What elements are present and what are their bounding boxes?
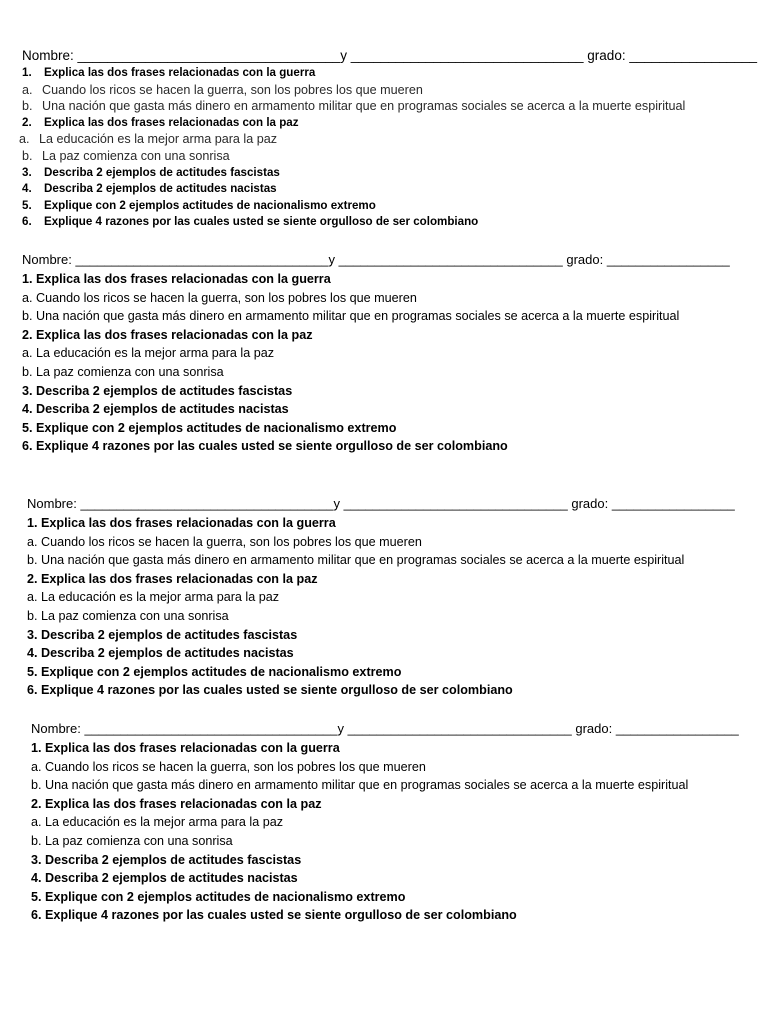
question-1: 1. Explica las dos frases relacionadas con la guerra <box>22 272 331 286</box>
question-2: 2. Explica las dos frases relacionadas con la paz <box>22 115 299 129</box>
option-2a: a. La educación es la mejor arma para la paz <box>22 346 275 361</box>
question-3: 3. Describa 2 ejemplos de actitudes fascistas <box>22 383 293 398</box>
question-4: 4. Describa 2 ejemplos de actitudes nacistas <box>27 646 294 661</box>
option-1b: b. Una nación que gasta más dinero en armamento militar que en programas sociales se acerca a la muerte espiritual <box>22 99 686 114</box>
question-6: 6. Explique 4 razones por las cuales usted se siente orgulloso de ser colombiano <box>22 215 479 229</box>
question-5: 5. Explique con 2 ejemplos actitudes de nacionalismo extremo <box>22 198 376 212</box>
option-1a: a. Cuando los ricos se hacen la guerra, son los pobres los que mueren <box>22 290 417 305</box>
question-1: 1. Explica las dos frases relacionadas con la guerra <box>27 516 336 530</box>
worksheet-4 <box>31 719 739 925</box>
option-1b: b. Una nación que gasta más dinero en armamento militar que en programas sociales se acerca a la muerte espiritual <box>27 553 685 568</box>
question-1: 1. Explica las dos frases relacionadas con la guerra <box>22 66 316 79</box>
name-grade-line: Nombre: ___________________________________y _______________________________ grado: _________________ <box>22 252 730 267</box>
option-2b: b. La paz comienza con una sonrisa <box>22 148 230 163</box>
question-6: 6. Explique 4 razones por las cuales usted se siente orgulloso de ser colombiano <box>31 908 517 923</box>
option-1b: b. Una nación que gasta más dinero en armamento militar que en programas sociales se acerca a la muerte espiritual <box>22 309 680 324</box>
option-2a: a. La educación es la mejor arma para la paz <box>31 815 284 830</box>
option-1b: b. Una nación que gasta más dinero en armamento militar que en programas sociales se acerca a la muerte espiritual <box>31 778 689 793</box>
question-3: 3. Describa 2 ejemplos de actitudes fascistas <box>31 852 302 867</box>
question-4: 4. Describa 2 ejemplos de actitudes nacistas <box>31 871 298 886</box>
name-grade-line: Nombre: ___________________________________y _______________________________ grado: _________________ <box>22 48 757 63</box>
option-2b: b. La paz comienza con una sonrisa <box>27 608 229 623</box>
worksheet-3 <box>27 494 735 700</box>
worksheet-2 <box>22 250 730 456</box>
option-1a: a. Cuando los ricos se hacen la guerra, son los pobres los que mueren <box>27 534 422 549</box>
name-grade-line: Nombre: ___________________________________y _______________________________ grado: _________________ <box>31 721 739 736</box>
option-2b: b. La paz comienza con una sonrisa <box>31 833 233 848</box>
option-2a: a. La educación es la mejor arma para la paz <box>19 132 278 147</box>
question-3: 3. Describa 2 ejemplos de actitudes fascistas <box>22 165 280 179</box>
question-4: 4. Describa 2 ejemplos de actitudes nacistas <box>22 182 277 196</box>
option-1a: a. Cuando los ricos se hacen la guerra, son los pobres los que mueren <box>31 759 426 774</box>
option-1a: a. Cuando los ricos se hacen la guerra, son los pobres los que mueren <box>22 82 423 97</box>
name-grade-line: Nombre: ___________________________________y _______________________________ grado: _________________ <box>27 496 735 511</box>
question-5: 5. Explique con 2 ejemplos actitudes de nacionalismo extremo <box>22 420 397 435</box>
question-2: 2. Explica las dos frases relacionadas con la paz <box>22 327 313 342</box>
option-2a: a. La educación es la mejor arma para la paz <box>27 590 280 605</box>
question-4: 4. Describa 2 ejemplos de actitudes nacistas <box>22 402 289 417</box>
question-5: 5. Explique con 2 ejemplos actitudes de nacionalismo extremo <box>27 664 402 679</box>
option-2b: b. La paz comienza con una sonrisa <box>22 364 224 379</box>
question-2: 2. Explica las dos frases relacionadas con la paz <box>31 796 322 811</box>
question-5: 5. Explique con 2 ejemplos actitudes de nacionalismo extremo <box>31 889 406 904</box>
question-3: 3. Describa 2 ejemplos de actitudes fascistas <box>27 627 298 642</box>
question-6: 6. Explique 4 razones por las cuales usted se siente orgulloso de ser colombiano <box>27 683 513 698</box>
question-2: 2. Explica las dos frases relacionadas con la paz <box>27 571 318 586</box>
worksheet-1 <box>19 46 757 231</box>
question-1: 1. Explica las dos frases relacionadas con la guerra <box>31 741 340 755</box>
question-6: 6. Explique 4 razones por las cuales usted se siente orgulloso de ser colombiano <box>22 439 508 454</box>
